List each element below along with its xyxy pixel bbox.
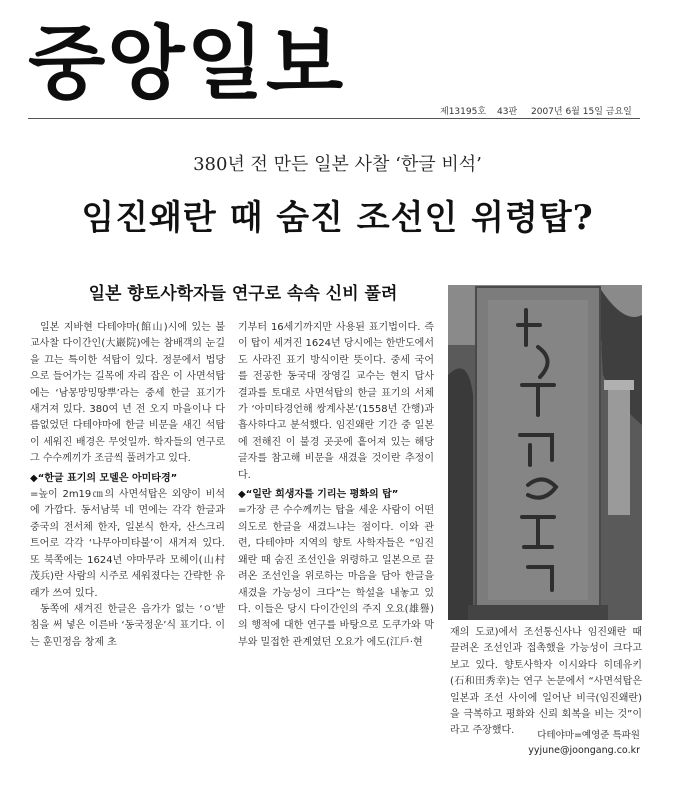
byline-email: yyjune@joongang.co.kr xyxy=(528,745,640,756)
article-column-1 xyxy=(30,320,225,651)
byline-name: 다테야마=예영준 특파원 xyxy=(537,730,640,741)
section-heading: ◆“한글 표기의 모델은 아미타경” xyxy=(30,472,178,484)
article-column-2 xyxy=(238,320,434,651)
article-column-3 xyxy=(450,625,642,740)
article-deck: 일본 향토사학자들 연구로 속속 신비 풀려 xyxy=(88,284,398,304)
article-headline: 임진왜란 때 숨진 조선인 위령탑? xyxy=(81,198,594,238)
body-paragraph: 기부터 16세기까지만 사용된 표기법이다. 즉 이 탑이 세겨진 1624년 당시에는 한반도에서도 사라진 표기 방식이란 뜻이다. 중세 국어를 전공한 동국대 장영길 교수는 현지 답사 결과를 토대로 사면석탑의 한글 표기의 서체가 ‘아미타경언해 쌍계사본’(1558년 간행)과 흡사하다고 분석했다. 임진왜란 기간 중 일본에 전해진 이 불경 곳곳에 흩어져 있는 해당 글자를 참고해 비문을 새겼을 것이란 추정이다. xyxy=(238,322,434,481)
issue-edition: 43판 xyxy=(497,107,518,117)
body-paragraph: =높이 2m19㎝의 사면석탑은 외양이 비석에 가깝다. 동서남북 네 면에는 각각 한글과 중국의 전서체 한자, 일본식 한자, 산스크리트어로 각각 ‘나무아미타불’이 새겨져 있다. 또 북쪽에는 1624년 야마무라 모헤이(山村茂兵)란 사람의 시주로 세워졌다는 간략한 유래가 쓰여 있다. xyxy=(30,489,225,599)
stone-pagoda-photo xyxy=(448,285,642,620)
body-paragraph: =가장 큰 수수께끼는 탑을 세운 사람이 어떤 의도로 한글을 새겼느냐는 점이다. 이와 관련, 다테야마 지역의 향토 사학자들은 “임진왜란 때 숨진 조선인을 위령하고 일본으로 끌려온 조선인을 위로하는 마음을 담아 한글을 새겼을 가능성이 크다”는 학설을 내놓고 있다. 이들은 당시 다이간인의 주지 오요(雄譽)의 행적에 대한 연구를 바탕으로 도쿠가와 막부와 밀접한 관계였던 오요가 에도(江戶·현 xyxy=(238,505,434,648)
issue-number: 제13195호 xyxy=(440,107,487,117)
issue-date: 2007년 6월 15일 금요일 xyxy=(531,107,632,117)
masthead-rule xyxy=(28,118,640,119)
section-heading: ◆“일란 희생자를 기리는 평화의 탑” xyxy=(238,489,399,501)
body-paragraph: 동쪽에 새겨진 한글은 음가가 없는 ‘ㅇ’받침을 써 넣은 이른바 ‘동국정운’식 표기다. 이는 훈민정음 창제 초 xyxy=(30,603,225,648)
masthead-logo: 중앙일보 xyxy=(28,17,346,110)
body-paragraph: 재의 도쿄)에서 조선통신사나 임진왜란 때 끌려온 조선인과 접촉했을 가능성이 크다고 보고 있다. 향토사학자 이시와다 히데유키(石和田秀幸)는 연구 논문에서 “사면석탑은 일본과 조선 사이에 일어난 비극(임진왜란)을 극복하고 평화와 신뢰 회복을 비는 것”이라고 주장했다. xyxy=(450,627,642,737)
article-subtitle: 380년 전 만든 일본 사찰 ‘한글 비석’ xyxy=(193,154,482,175)
body-paragraph: 일본 지바현 다테야마(館山)시에 있는 불교사찰 다이간인(大巖院)에는 참배객의 눈길을 끄는 특이한 석탑이 있다. 정문에서 법당으로 들어가는 길목에 자리 잡은 이 사면석탑에는 ‘남몽망밍땅뿌’라는 중세 한글 표기가 새겨져 있다. 380여 년 전 오지 마을이나 다름없었던 다테야마에 한글 비문을 새긴 석탑이 세워진 배경은 무엇일까. 학자들의 연구로 그 수수께끼가 조금씩 풀려가고 있다. xyxy=(30,322,225,465)
